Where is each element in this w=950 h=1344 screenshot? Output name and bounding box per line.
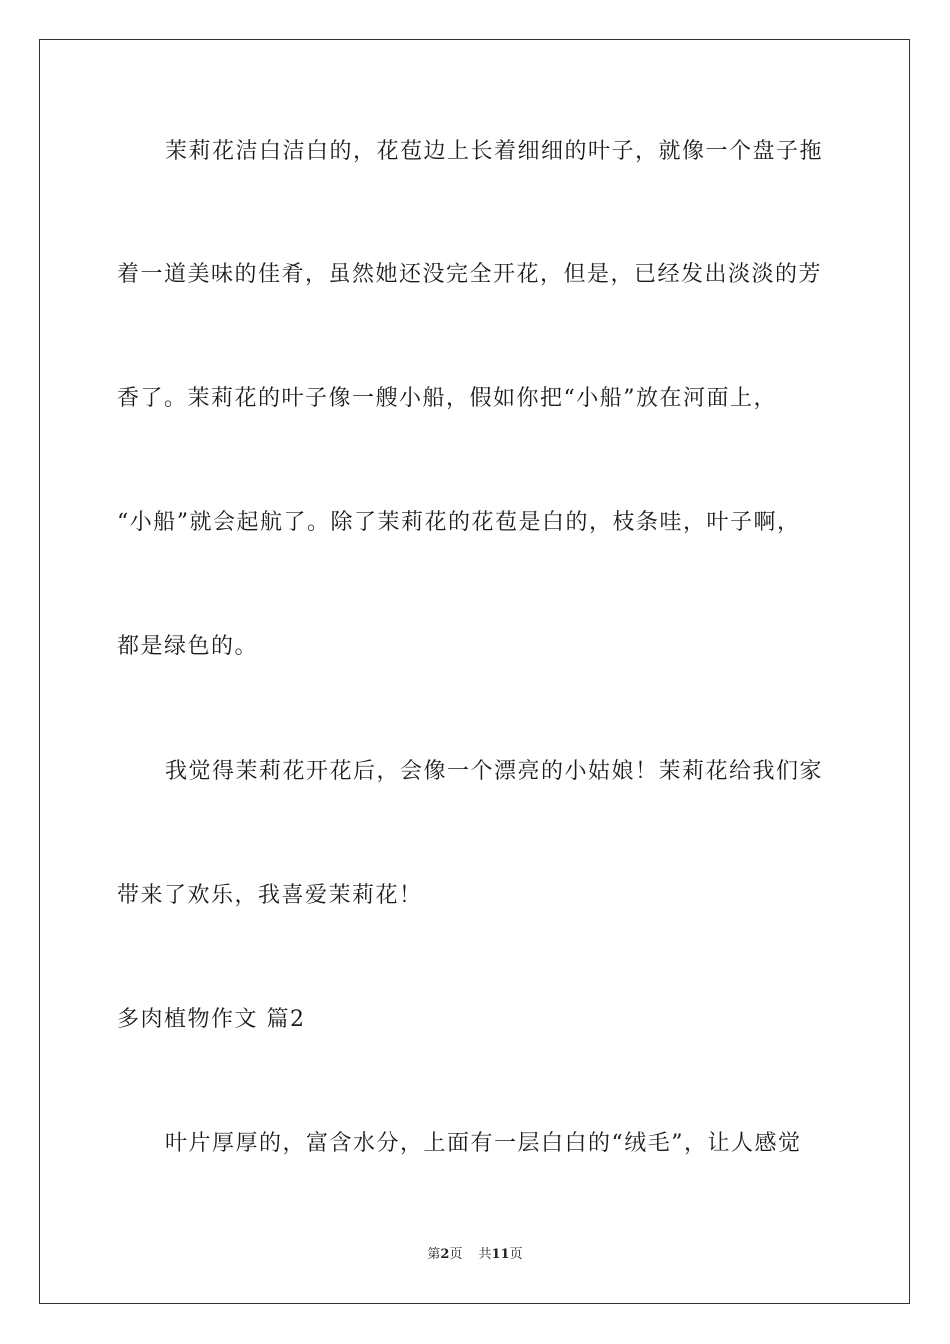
page-prefix: 第	[427, 1247, 441, 1262]
page-suffix: 页	[449, 1247, 463, 1262]
paragraph-1-line-2: 着一道美味的佳肴，虽然她还没完全开花，但是，已经发出淡淡的芳	[117, 262, 823, 287]
total-suffix: 页	[509, 1247, 523, 1262]
section-heading: 多肉植物作文 篇2	[117, 1007, 306, 1032]
page-border	[39, 39, 910, 1304]
paragraph-1-line-4: “小船”就会起航了。除了茉莉花的花苞是白的，枝条哇，叶子啊，	[117, 510, 801, 535]
paragraph-1-line-3: 香了。茉莉花的叶子像一艘小船，假如你把“小船”放在河面上，	[117, 386, 777, 411]
paragraph-1-line-5: 都是绿色的。	[117, 634, 259, 659]
total-pages: 11	[491, 1247, 510, 1262]
page-number: 2	[440, 1247, 450, 1262]
paragraph-3-line-1: 叶片厚厚的，富含水分，上面有一层白白的“绒毛”，让人感觉	[165, 1131, 802, 1156]
paragraph-2-line-1: 我觉得茉莉花开花后，会像一个漂亮的小姑娘！茉莉花给我们家	[165, 759, 824, 784]
page-footer	[0, 1246, 950, 1264]
paragraph-1-line-1: 茉莉花洁白洁白的，花苞边上长着细细的叶子，就像一个盘子拖	[165, 139, 824, 164]
total-prefix: 共	[478, 1247, 492, 1262]
paragraph-2-line-2: 带来了欢乐，我喜爱茉莉花！	[117, 883, 423, 908]
